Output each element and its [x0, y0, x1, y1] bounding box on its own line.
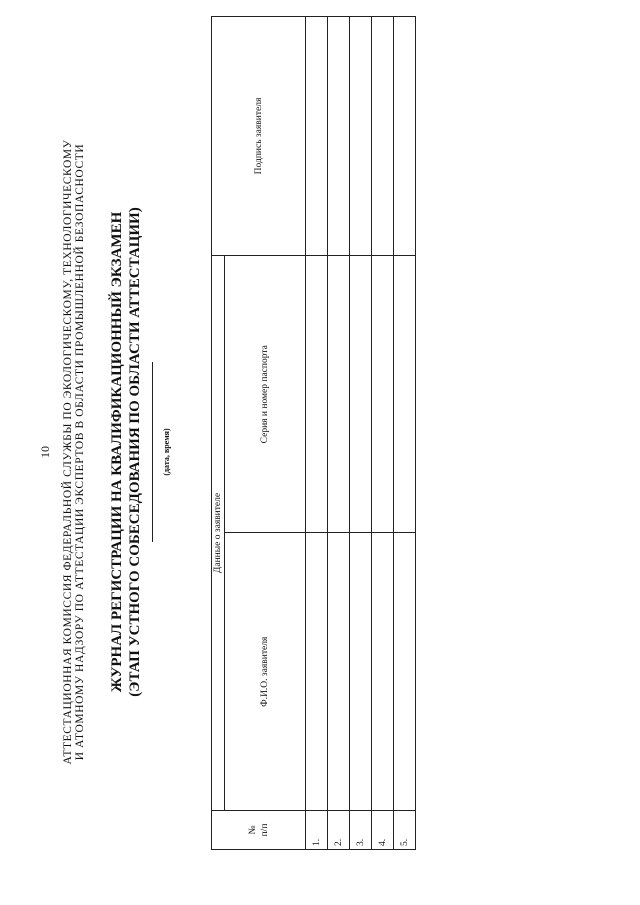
- number-header-abbr: п/п: [259, 823, 270, 837]
- passport-cell[interactable]: [328, 256, 350, 534]
- signature-header: Подпись заявителя: [212, 17, 306, 256]
- org-header-line2: И АТОМНОМУ НАДЗОРУ ПО АТТЕСТАЦИИ ЭКСПЕРТОВ В ОБЛАСТИ ПРОМЫШЛЕННОЙ БЕЗОПАСНОСТИ: [74, 143, 86, 761]
- rotated-page: [10, 22, 630, 882]
- table-row: [394, 17, 416, 850]
- journal-subtitle: (ЭТАП УСТНОГО СОБЕСЕДОВАНИЯ ПО ОБЛАСТИ АТТЕСТАЦИИ): [127, 207, 143, 697]
- passport-cell[interactable]: [394, 256, 416, 534]
- table-header-row-group: [212, 17, 225, 850]
- row-number: 3.: [350, 811, 372, 850]
- table-row: [372, 17, 394, 850]
- fio-header: Ф.И.О. заявителя: [225, 533, 306, 811]
- page-number: 10: [38, 446, 52, 458]
- fio-cell[interactable]: [394, 533, 416, 811]
- journal-title: ЖУРНАЛ РЕГИСТРАЦИИ НА КВАЛИФИКАЦИОННЫЙ ЭКЗАМЕН: [109, 211, 125, 693]
- table-row: [328, 17, 350, 850]
- number-header: [212, 811, 306, 850]
- org-header-line1: АТТЕСТАЦИОННАЯ КОМИССИЯ ФЕДЕРАЛЬНОЙ СЛУЖБЫ ПО ЭКОЛОГИЧЕСКОМУ, ТЕХНОЛОГИЧЕСКОМУ: [62, 139, 74, 765]
- signature-cell[interactable]: [328, 17, 350, 256]
- registration-table: [211, 16, 416, 850]
- signature-cell[interactable]: [394, 17, 416, 256]
- fio-cell[interactable]: [306, 533, 328, 811]
- passport-cell[interactable]: [306, 256, 328, 534]
- passport-cell[interactable]: [372, 256, 394, 534]
- passport-header: Серия и номер паспорта: [225, 256, 306, 534]
- passport-cell[interactable]: [350, 256, 372, 534]
- table-row: [350, 17, 372, 850]
- date-caption: (дата, время): [162, 428, 171, 476]
- signature-cell[interactable]: [350, 17, 372, 256]
- row-number: 2.: [328, 811, 350, 850]
- row-number: 5.: [394, 811, 416, 850]
- row-number: 1.: [306, 811, 328, 850]
- signature-cell[interactable]: [306, 17, 328, 256]
- fio-cell[interactable]: [350, 533, 372, 811]
- signature-cell[interactable]: [372, 17, 394, 256]
- date-underline: [152, 362, 153, 542]
- applicant-data-header: Данные о заявителе: [212, 256, 225, 811]
- row-number: 4.: [372, 811, 394, 850]
- fio-cell[interactable]: [372, 533, 394, 811]
- number-header-symbol: №: [247, 825, 258, 835]
- fio-cell[interactable]: [328, 533, 350, 811]
- table-row: [306, 17, 328, 850]
